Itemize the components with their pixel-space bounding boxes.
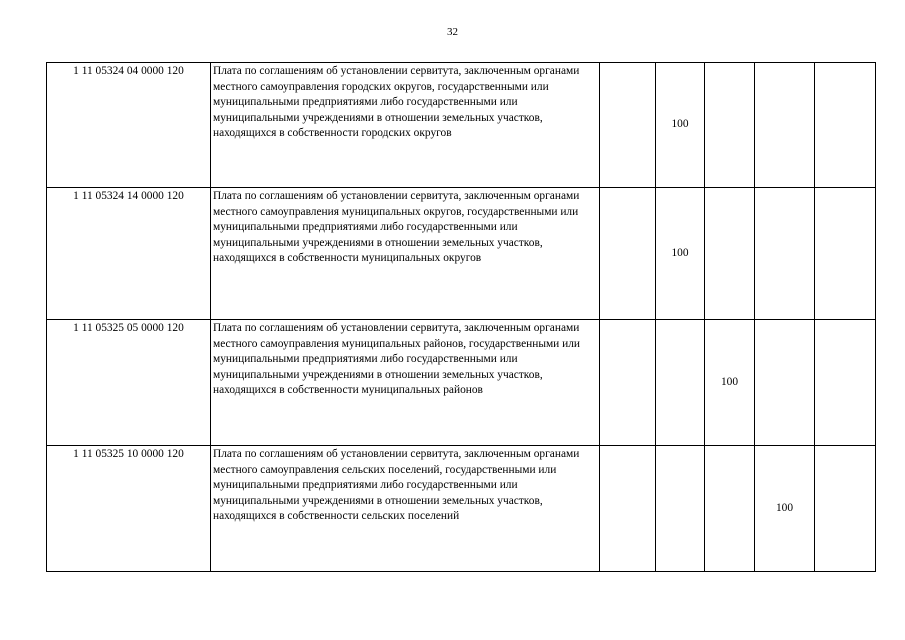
norm-cell-5 xyxy=(815,446,876,572)
norm-cell-3 xyxy=(705,63,755,188)
budget-code-cell: 1 11 05324 04 0000 120 xyxy=(47,63,211,188)
norm-cell-1 xyxy=(600,63,656,188)
norm-cell-3 xyxy=(705,188,755,320)
norm-cell-2: 100 xyxy=(656,188,705,320)
norm-cell-5 xyxy=(815,63,876,188)
norm-cell-3: 100 xyxy=(705,320,755,446)
description-cell: Плата по соглашениям об установлении сервитута, заключенным органами местного самоуправления муниципальных районов, государственными или муниципальными предприятиями либо государственными или муниципальными учреждениями в отношении земельных участков, находящихся в собственности муниципальных районов xyxy=(211,320,600,446)
description-cell: Плата по соглашениям об установлении сервитута, заключенным органами местного самоуправления городских округов, государственными или муниципальными предприятиями либо государственными или муниципальными учреждениями в отношении земельных участков, находящихся в собственности городских округов xyxy=(211,63,600,188)
description-cell: Плата по соглашениям об установлении сервитута, заключенным органами местного самоуправления муниципальных округов, государственными или муниципальными предприятиями либо государственными или муниципальными учреждениями в отношении земельных участков, находящихся в собственности муниципальных округов xyxy=(211,188,600,320)
norm-cell-1 xyxy=(600,320,656,446)
table-row xyxy=(47,188,876,320)
page-number: 32 xyxy=(447,26,458,38)
norm-cell-3 xyxy=(705,446,755,572)
norm-cell-2 xyxy=(656,320,705,446)
table-row xyxy=(47,446,876,572)
norm-cell-4 xyxy=(755,320,815,446)
table-row xyxy=(47,320,876,446)
norm-cell-4 xyxy=(755,188,815,320)
norm-cell-1 xyxy=(600,446,656,572)
budget-code-cell: 1 11 05325 05 0000 120 xyxy=(47,320,211,446)
table-row xyxy=(47,63,876,188)
norm-cell-2 xyxy=(656,446,705,572)
norm-cell-5 xyxy=(815,188,876,320)
norm-cell-4 xyxy=(755,63,815,188)
description-cell: Плата по соглашениям об установлении сервитута, заключенным органами местного самоуправления сельских поселений, государственными или муниципальными предприятиями либо государственными или муниципальными учреждениями в отношении земельных участков, находящихся в собственности сельских поселений xyxy=(211,446,600,572)
norm-cell-5 xyxy=(815,320,876,446)
norm-cell-1 xyxy=(600,188,656,320)
norm-cell-2: 100 xyxy=(656,63,705,188)
budget-code-cell: 1 11 05325 10 0000 120 xyxy=(47,446,211,572)
revenue-codes-table xyxy=(46,62,876,572)
budget-code-cell: 1 11 05324 14 0000 120 xyxy=(47,188,211,320)
norm-cell-4: 100 xyxy=(755,446,815,572)
